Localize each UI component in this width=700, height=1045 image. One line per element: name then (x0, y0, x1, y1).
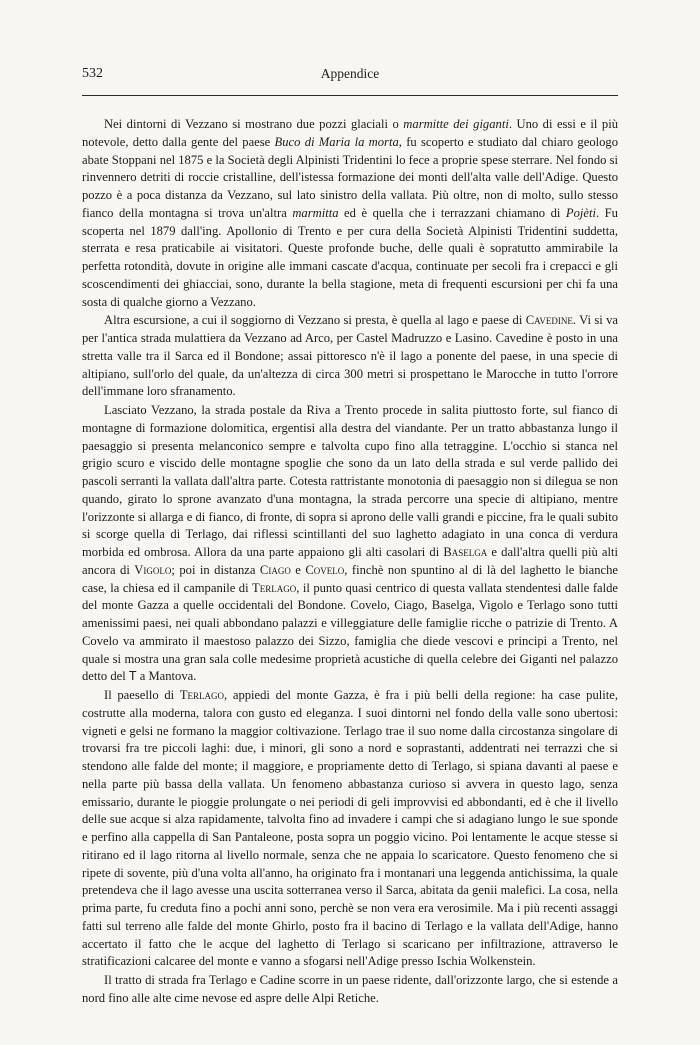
text-run: . Fu scoperta nel 1879 dall'ing. Apollonio di Trento e per cura della Società Alpinisti Tridentini suddetta, sterrata e resa praticabile ai visitatori. Queste profonde buche, delle quali è sopratutto ammirabile la perfetta rotondità, dovute in origine alle immani cascate d'acqua, continuate per secoli fra i crepacci e gli scoscendimenti dei ghiacciai, sono, durante la bella stagione, meta di frequenti escursioni per chi fa una sosta di qualche giorno a Vezzano. (82, 205, 618, 309)
text-run: Lasciato Vezzano, la strada postale da Riva a Trento procede in salita piuttosto forte, sul fianco di montagne di formazione dolomitica, ergentisi alla destra del viandante. Per un tratto abbastanza lungo il paesaggio si presenta melanconico sempre e talvolta cupo fino alla tetraggine. L'occhio si stanca nel grigio scuro e viscido delle montagne spoglie che sono da un lato della strada e sul verde pallido dei pascoli serranti la vallata dall'altra parte. Cotesta rattristante monotonia di paesaggio non si dilegua se non quando, girato lo sprone avanzato d'una montagna, la strada percorre una specie di altipiano, mentre l'orizzonte si allarga e di fianco, di fronte, di sopra si aprono delle valli grandi e piccine, fra le quali subito si scorge quella di Terlago, dai riflessi scintillanti del suo laghetto adagiato in una conca di verdura morbida ed ombrosa. Allora da una parte appaiono gli alti casolari di (82, 403, 618, 559)
running-head: Appendice (320, 66, 380, 81)
paragraph (82, 972, 618, 1008)
text-run: ; poi in distanza (171, 562, 260, 577)
place-name: Terlago (252, 580, 297, 595)
place-name: Ciago (259, 562, 291, 577)
letter-t: T (128, 669, 137, 684)
paragraph (82, 687, 618, 971)
header-rule (82, 95, 618, 96)
text-run: a Mantova. (136, 669, 197, 684)
place-name: Terlago (179, 688, 225, 702)
text-run: , fu scoperto e studiato dal chiaro geologo abate Stoppani nel 1875 e la Società degli Alpinisti Tridentini lo fece a proprie spese sterrare. Nel fondo si rinvennero detriti di roccie cristalline, dell'istessa formazione dei monti dell'alta valle dell'Adige. Questo pozzo è a poca distanza da Vezzano, sul lato sinistro della vallata. Più oltre, non di molto, sullo stesso fianco della montagna si trova un'altra (82, 134, 619, 220)
page-header (82, 66, 618, 92)
text-run: , appiedi del monte Gazza, è fra i più belli della regione: ha case pulite, costrutte alla moderna, talora con gusto ed eleganza. I suoi dintorni nel fondo della valle sono ubertosi: vigneti e gelsi ne formano la maggior coltivazione. Terlago trae il suo nome dalla circostanza singolare di trovarsi fra tre piccoli laghi: due, i minori, gli sono a nord e soprastanti, addentrati nei terrazzi che si stendono alle falde del monte; il maggiore, e propriamente detto di Terlago, si spiana davanti al paese e nella parte più bassa della vallata. Un fenomeno abbastanza curioso si avvera in questo lago, senza emissario, durante le pioggie prolungate o nei periodi di geli improvvisi ed abbondanti, ed è che il livello delle sue acque si alza rapidamente, talvolta fino ad invadere i campi che si adagiano lungo le sue sponde e perfino alla cappella di San Pantaleone, posta sopra un poggio vicino. Poi lentamente le acque stesse si ritirano ed il lago ritorna al livello normale, senza che ne appaia lo scaricatore. Questo fenomeno che si ripete di sovente, più d'una volta all'anno, ha originato fra i montanari una leggenda antichissima, la quale pretendeva che il lago avesse una uscita sotterranea verso il Sarca, abitata da genii malefici. La cosa, nella prima parte, fu creduta fino a pochi anni sono, perchè se non vera era verosimile. Ma i più recenti assaggi fatti sul terreno alle falde del monte Ghirlo, posto fra il bacino di Terlago e la vallata dell'Adige, hanno accertato il fatto che le acque del laghetto di Terlago si scaricano per infiltrazione, attraverso le stratificazioni calcaree del monte e vanno a sfogarsi nell'Adige presso Ischia Wolkenstein. (82, 688, 618, 969)
italic-term: Pojèti (565, 205, 596, 220)
place-name: Covelo (305, 562, 345, 577)
text-run: Il tratto di strada fra Terlago e Cadine scorre in un paese ridente, dall'orizzonte largo, che si estende a nord fino alle alte cime nevose ed aspre delle Alpi Retiche. (82, 973, 618, 1005)
place-name: Vigolo (134, 562, 172, 577)
italic-term: marmitta (292, 205, 339, 220)
place-name: Cavedine (525, 313, 573, 328)
italic-term: marmitte dei giganti (403, 117, 509, 131)
paragraph (82, 402, 618, 686)
page-number: 532 (82, 66, 103, 81)
text-run: e dall'altra quelli più alti ancora di (82, 545, 618, 577)
paragraph (82, 312, 618, 401)
text-run: Altra escursione, a cui il soggiorno di Vezzano si presta, è quella al lago e paese di (104, 313, 526, 328)
text-run: Nei dintorni di Vezzano si mostrano due pozzi glaciali o (104, 117, 404, 131)
text-run: Il paesello di (104, 688, 180, 702)
text-run: , finchè non spuntino al di là del laghetto le bianche case, la chiesa ed il campanile di (82, 562, 619, 595)
paragraph (82, 116, 618, 311)
italic-term: Buco di Maria la morta (274, 134, 399, 149)
text-run: ed è quella che i terrazzani chiamano di (338, 205, 566, 220)
text-run: , il punto quasi centrico di questa vallata stendentesi dalle falde del monte Gazza a quelle occidentali del Bondone. Covelo, Ciago, Baselga, Vigolo e Terlago sono tutti amenissimi paesi, nei quali abbondano palazzi e villeggiature delle famiglie ricche o patrizie di Trento. A Covelo va ammirato il maestoso palazzo dei Sizzo, famiglia che diede vescovi e principi a Trento, nel quale si mostra una gran sala colle medesime proprietà acustiche di quella celebre dei Giganti nel palazzo detto del (82, 580, 618, 684)
text-run: e (290, 562, 306, 577)
place-name: Baselga (443, 545, 488, 559)
text-run: . Vi si va per l'antica strada mulattiera da Vezzano ad Arco, per Castel Madruzzo e Lasino. Cavedine è posto in una stretta valle tra il Sarca ed il Bondone; assai pittoresco n'è il lago a ponente del paese, in una specie di altipiano, sull'orlo del quale, da un'altezza di circa 300 metri si prospettano le Marocche in tutto l'orrore dell'immane loro sfranamento. (82, 313, 618, 399)
text-run: . Uno di essi e il più notevole, detto dalla gente del paese (82, 117, 618, 149)
body-text (82, 116, 618, 1008)
